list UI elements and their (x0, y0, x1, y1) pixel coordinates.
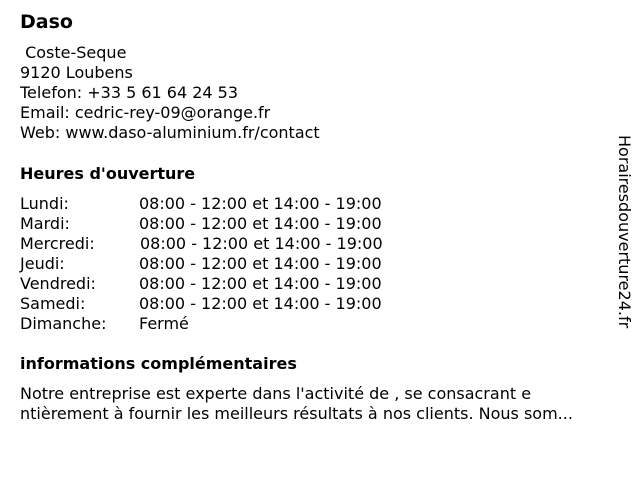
day-label: Vendredi: (20, 274, 96, 293)
street-address: Coste-Seque (20, 43, 127, 62)
city-address: 9120 Loubens (20, 63, 133, 82)
hours-heading: Heures d'ouverture (20, 164, 196, 183)
day-label: Mercredi: (20, 234, 95, 253)
website-line: Web: www.daso-aluminium.fr/contact (20, 123, 320, 142)
description-line: Notre entreprise est experte dans l'activité de , se consacrant e (20, 384, 532, 403)
contact-block (20, 43, 320, 143)
description-line: ntièrement à fournir les meilleurs résultats à nos clients. Nous som... (20, 404, 573, 423)
day-hours: 08:00 - 12:00 et 14:00 - 19:00 (140, 234, 383, 253)
site-watermark: Horairesdouverture24.fr (615, 135, 634, 329)
day-hours: 08:00 - 12:00 et 14:00 - 19:00 (139, 254, 382, 273)
day-label: Jeudi: (20, 254, 65, 273)
info-heading: informations complémentaires (20, 354, 297, 373)
day-label: Samedi: (20, 294, 86, 313)
day-hours: 08:00 - 12:00 et 14:00 - 19:00 (139, 274, 382, 293)
day-label: Lundi: (20, 194, 69, 213)
phone-line: Telefon: +33 5 61 64 24 53 (20, 83, 239, 102)
email-line: Email: cedric-rey-09@orange.fr (20, 103, 271, 122)
day-hours: 08:00 - 12:00 et 14:00 - 19:00 (139, 294, 382, 313)
description-text (20, 384, 620, 424)
day-hours: 08:00 - 12:00 et 14:00 - 19:00 (139, 194, 382, 213)
day-label: Mardi: (20, 214, 70, 233)
day-hours: 08:00 - 12:00 et 14:00 - 19:00 (139, 214, 382, 233)
day-label: Dimanche: (20, 314, 107, 333)
day-hours: Fermé (139, 314, 189, 333)
company-name: Daso (20, 11, 73, 33)
